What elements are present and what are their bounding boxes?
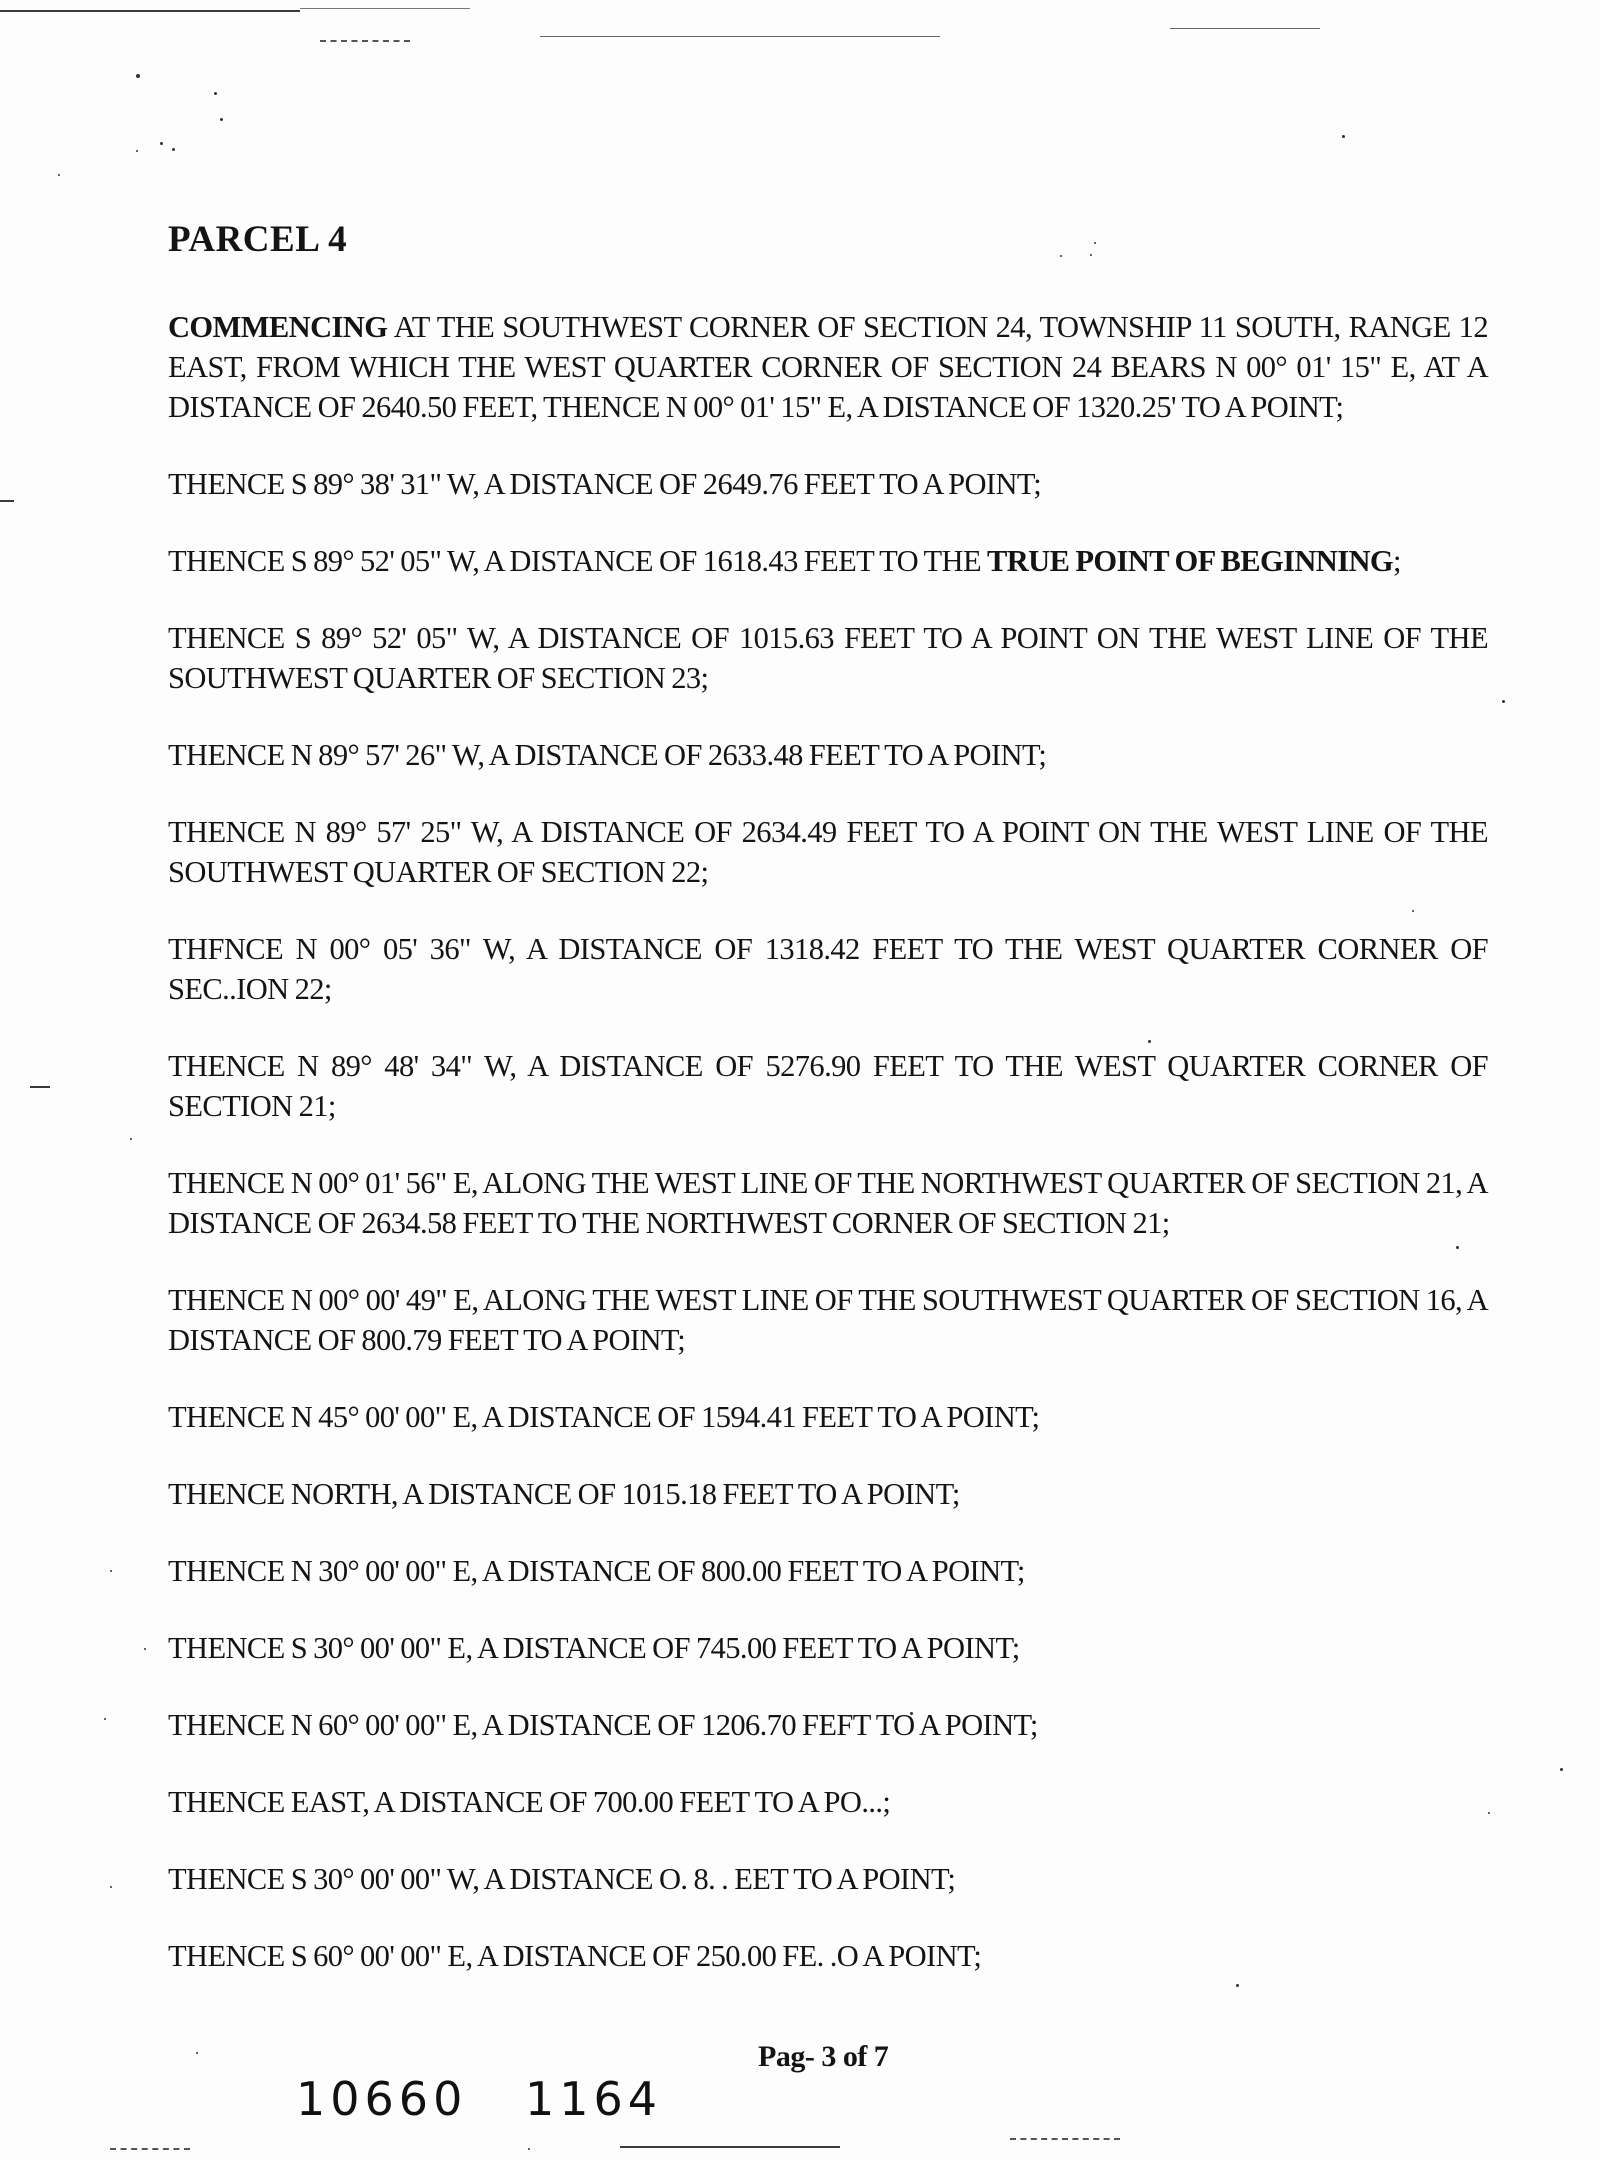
legal-description	[168, 218, 1488, 2013]
paragraph-course: THENCE N 00° 00' 49" E, ALONG THE WEST LINE OF THE SOUTHWEST QUARTER OF SECTION 16, A DISTANCE OF 800.79 FEET TO A POINT;	[168, 1283, 1488, 1357]
scan-artifact-line	[1170, 28, 1320, 29]
true-point-tail: ;	[1393, 544, 1401, 578]
scan-artifact-line	[110, 2148, 190, 2151]
paragraph-course: THENCE S 89° 38' 31" W, A DISTANCE OF 2649.76 FEET TO A POINT;	[168, 467, 1042, 501]
scan-artifact-line	[30, 1086, 50, 1088]
paragraph-course: THENCE S 89° 52' 05" W, A DISTANCE OF 1015.63 FEET TO A POINT ON THE WEST LINE OF THE SOUTHWEST QUARTER OF SECTION 23;	[168, 621, 1488, 695]
scan-speck	[58, 174, 60, 176]
paragraph-course: THENCE NORTH, A DISTANCE OF 1015.18 FEET TO A POINT;	[168, 1477, 960, 1511]
scan-speck	[1502, 700, 1505, 703]
true-point-emphasis: TRUE POINT OF BEGINNING	[987, 544, 1394, 578]
scan-speck	[528, 2148, 530, 2150]
scan-speck	[1488, 1812, 1490, 1814]
scan-artifact-line	[620, 2146, 840, 2148]
scan-artifact-line	[1010, 2138, 1120, 2141]
commencing-text: AT THE SOUTHWEST CORNER OF SECTION 24, TOWNSHIP 11 SOUTH, RANGE 12 EAST, FROM WHICH THE WEST QUARTER CORNER OF SECTION 24 BEARS N 00° 01' 15" E, AT A DISTANCE OF 2640.50 FEET, THENCE N 00° 01' 15" E, A DISTANCE OF 1320.25' TO A POINT;	[168, 310, 1488, 424]
paragraph-course: THENCE N 45° 00' 00" E, A DISTANCE OF 1594.41 FEET TO A POINT;	[168, 1400, 1040, 1434]
paragraph-course: THENCE S 30° 00' 00" W, A DISTANCE O. 8. . EET TO A POINT;	[168, 1862, 956, 1896]
scan-speck	[172, 148, 175, 151]
scan-speck	[104, 1718, 106, 1720]
scan-speck	[214, 92, 217, 95]
scan-speck	[110, 1886, 112, 1888]
scan-artifact-line	[0, 500, 14, 502]
scan-artifact-line	[320, 40, 410, 43]
scan-speck	[220, 118, 223, 121]
scan-speck	[110, 1570, 112, 1572]
paragraph-commencing	[168, 307, 1488, 427]
paragraph-course: THENCE N 00° 01' 56" E, ALONG THE WEST LINE OF THE NORTHWEST QUARTER OF SECTION 21, A DISTANCE OF 2634.58 FEET TO THE NORTHWEST CORNER OF SECTION 21;	[168, 1166, 1488, 1240]
scan-speck	[160, 142, 163, 145]
scan-speck	[136, 74, 140, 78]
paragraph-course: THENCE N 30° 00' 00" E, A DISTANCE OF 800.00 FEET TO A POINT;	[168, 1554, 1025, 1588]
paragraph-course: THENCE N 89° 57' 26" W, A DISTANCE OF 2633.48 FEET TO A POINT;	[168, 738, 1047, 772]
scan-speck	[130, 1138, 132, 1140]
scan-speck	[1560, 1768, 1563, 1771]
paragraph-course: THENCE N 89° 48' 34" W, A DISTANCE OF 5276.90 FEET TO THE WEST QUARTER CORNER OF SECTION 21;	[168, 1049, 1488, 1123]
paragraph-course: THENCE S 60° 00' 00" E, A DISTANCE OF 250.00 FE. .O A POINT;	[168, 1939, 982, 1973]
scan-speck	[1342, 135, 1345, 138]
paragraph-course: THENCE EAST, A DISTANCE OF 700.00 FEET TO A PO...;	[168, 1785, 891, 1819]
scan-artifact-line	[540, 36, 940, 37]
scan-artifact-line	[300, 8, 470, 9]
paragraph-course: THENCE S 30° 00' 00" E, A DISTANCE OF 745.00 FEET TO A POINT;	[168, 1631, 1020, 1665]
paragraph-course: THENCE N 60° 00' 00" E, A DISTANCE OF 1206.70 FEFT TO A POINT;	[168, 1708, 1038, 1742]
true-point-text: THENCE S 89° 52' 05" W, A DISTANCE OF 1618.43 FEET TO THE	[168, 544, 988, 578]
commencing-lead: COMMENCING	[168, 310, 388, 344]
paragraph-true-point	[168, 541, 1488, 581]
scan-speck	[136, 150, 138, 152]
recording-number: 10660 1164	[296, 2072, 663, 2126]
paragraph-course: THFNCE N 00° 05' 36" W, A DISTANCE OF 1318.42 FEET TO THE WEST QUARTER CORNER OF SEC..ION 22;	[168, 932, 1488, 1006]
scan-artifact-line	[0, 10, 300, 12]
scan-speck	[144, 1648, 146, 1650]
scan-speck	[196, 2052, 198, 2054]
paragraph-course: THENCE N 89° 57' 25" W, A DISTANCE OF 2634.49 FEET TO A POINT ON THE WEST LINE OF THE SOUTHWEST QUARTER OF SECTION 22;	[168, 815, 1488, 889]
parcel-title: PARCEL 4	[168, 219, 348, 260]
page-number: Pag- 3 of 7	[758, 2040, 889, 2073]
